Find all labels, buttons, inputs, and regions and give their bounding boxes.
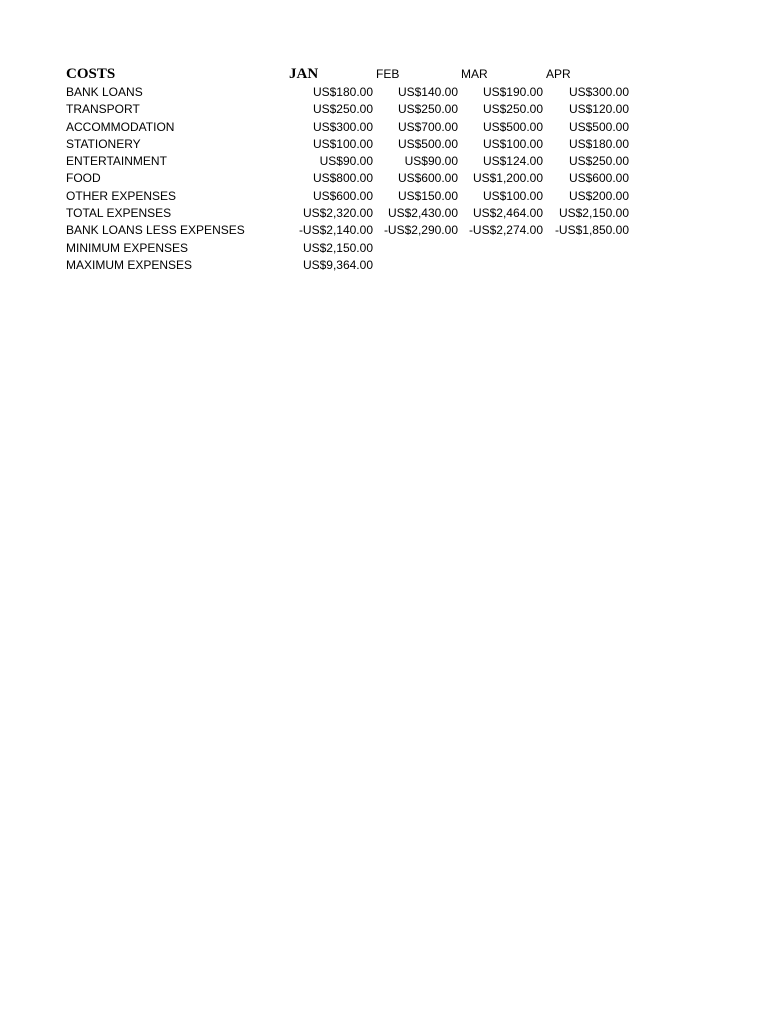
table-row bbox=[66, 257, 636, 274]
value-cell: US$250.00 bbox=[568, 154, 629, 169]
value-cell: US$700.00 bbox=[397, 119, 458, 134]
value-cell: US$1,200.00 bbox=[472, 171, 543, 186]
row-label: BANK LOANS LESS EXPENSES bbox=[66, 223, 245, 238]
row-label: OTHER EXPENSES bbox=[66, 188, 177, 203]
value-cell: US$300.00 bbox=[312, 119, 373, 134]
value-cell: -US$2,274.00 bbox=[468, 223, 543, 238]
value-cell: US$180.00 bbox=[312, 85, 373, 99]
value-cell: US$9,364.00 bbox=[302, 257, 373, 272]
value-cell: US$2,430.00 bbox=[387, 206, 458, 221]
value-cell: US$2,150.00 bbox=[302, 240, 373, 255]
value-cell: US$124.00 bbox=[482, 154, 543, 169]
value-cell: US$200.00 bbox=[568, 188, 629, 203]
table-row bbox=[66, 188, 636, 205]
value-cell: -US$1,850.00 bbox=[554, 223, 629, 238]
row-label: STATIONERY bbox=[66, 136, 141, 151]
table-row bbox=[66, 101, 636, 118]
value-cell: US$2,464.00 bbox=[472, 206, 543, 221]
header-costs: COSTS bbox=[66, 66, 116, 82]
value-cell: US$600.00 bbox=[397, 171, 458, 186]
value-cell: US$300.00 bbox=[568, 85, 629, 99]
table-row bbox=[66, 240, 636, 257]
value-cell: US$100.00 bbox=[482, 188, 543, 203]
value-cell: US$180.00 bbox=[568, 136, 629, 151]
row-label: TOTAL EXPENSES bbox=[66, 206, 172, 221]
row-label: ACCOMMODATION bbox=[66, 119, 175, 134]
value-cell: US$250.00 bbox=[482, 102, 543, 117]
value-cell: US$100.00 bbox=[312, 136, 373, 151]
table-row bbox=[66, 170, 636, 187]
row-label: ENTERTAINMENT bbox=[66, 154, 167, 169]
header-apr: APR bbox=[546, 67, 571, 81]
table-row bbox=[66, 119, 636, 136]
header-jan: JAN bbox=[289, 66, 319, 82]
value-cell: -US$2,290.00 bbox=[383, 223, 458, 238]
table-row bbox=[66, 153, 636, 170]
table-row bbox=[66, 205, 636, 222]
value-cell: US$100.00 bbox=[482, 136, 543, 151]
table-row bbox=[66, 84, 636, 101]
row-label: TRANSPORT bbox=[66, 102, 140, 117]
value-cell: US$500.00 bbox=[482, 119, 543, 134]
value-cell: US$90.00 bbox=[404, 154, 458, 169]
value-cell: US$140.00 bbox=[397, 85, 458, 99]
value-cell: US$600.00 bbox=[312, 188, 373, 203]
value-cell: US$190.00 bbox=[482, 85, 543, 99]
header-feb: FEB bbox=[376, 67, 400, 81]
value-cell: US$90.00 bbox=[319, 154, 373, 169]
value-cell: US$2,150.00 bbox=[558, 206, 629, 221]
value-cell: US$250.00 bbox=[312, 102, 373, 117]
header-row bbox=[66, 64, 636, 84]
header-mar: MAR bbox=[461, 67, 488, 81]
cost-sheet bbox=[66, 64, 636, 274]
value-cell: US$800.00 bbox=[312, 171, 373, 186]
row-label: MAXIMUM EXPENSES bbox=[66, 257, 193, 272]
value-cell: US$150.00 bbox=[397, 188, 458, 203]
value-cell: US$120.00 bbox=[568, 102, 629, 117]
row-label: BANK LOANS bbox=[66, 85, 143, 99]
table-row bbox=[66, 136, 636, 153]
value-cell: -US$2,140.00 bbox=[298, 223, 373, 238]
value-cell: US$2,320.00 bbox=[302, 206, 373, 221]
row-label: FOOD bbox=[66, 171, 101, 186]
row-label: MINIMUM EXPENSES bbox=[66, 240, 189, 255]
value-cell: US$500.00 bbox=[397, 136, 458, 151]
value-cell: US$250.00 bbox=[397, 102, 458, 117]
value-cell: US$500.00 bbox=[568, 119, 629, 134]
value-cell: US$600.00 bbox=[568, 171, 629, 186]
table-row bbox=[66, 222, 636, 239]
